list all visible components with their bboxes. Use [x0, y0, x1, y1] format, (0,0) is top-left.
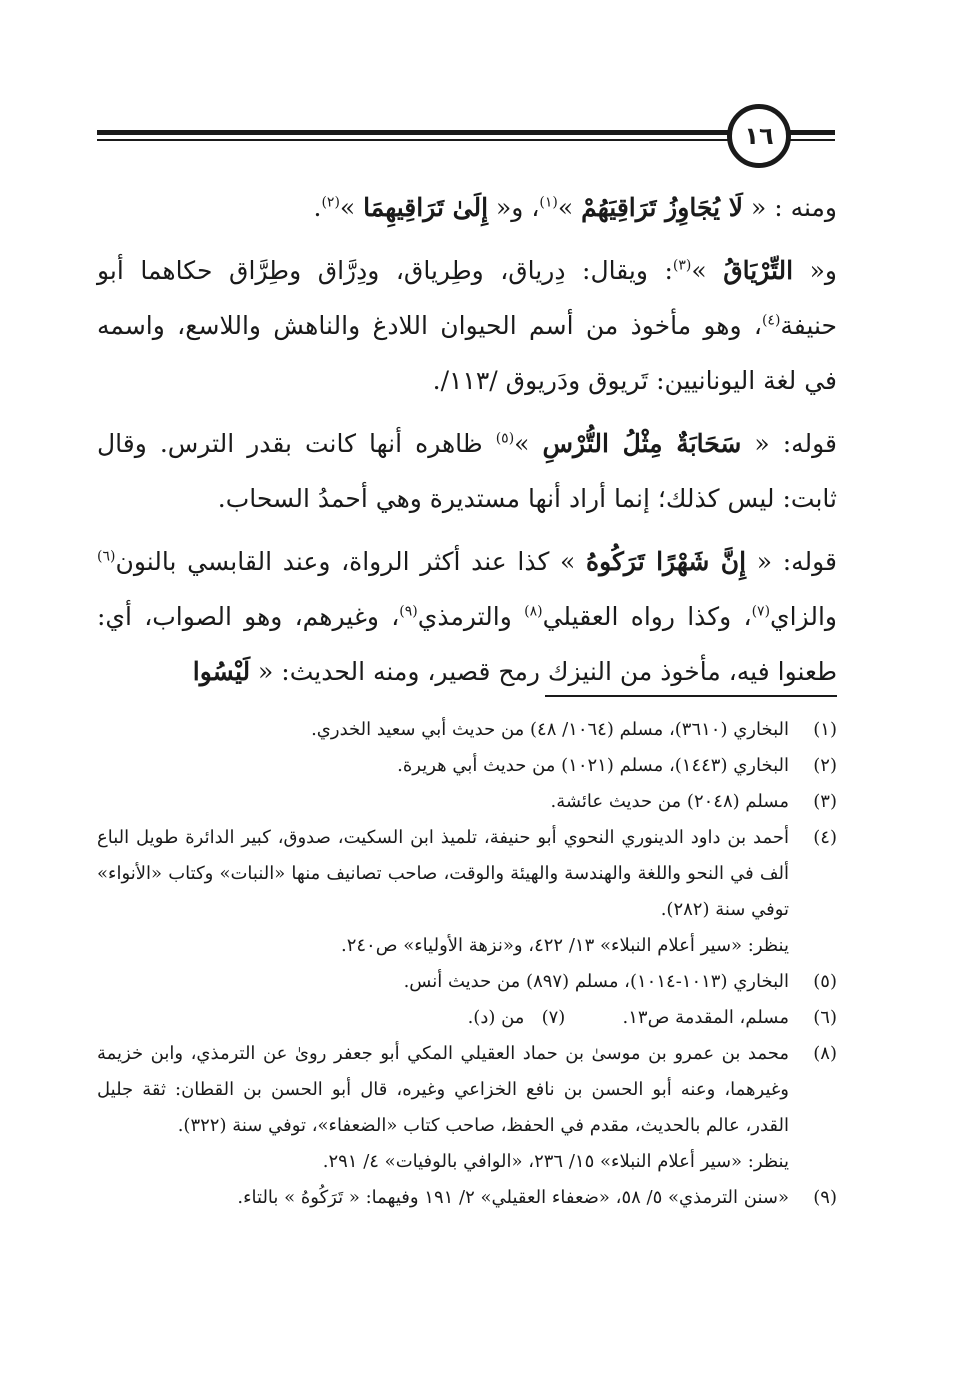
footnote-3 — [97, 784, 837, 820]
footnote-ref: (٣) — [672, 257, 692, 274]
text-run: » — [339, 193, 364, 222]
footnote-number: (٨) — [813, 1043, 837, 1064]
footnote-ref: (٦) — [97, 548, 116, 565]
footnote-5 — [97, 964, 837, 1000]
footnote-number: (٢) — [813, 755, 837, 776]
footnotes — [97, 712, 837, 1216]
hadith-quote: لَا يُجَاوِزُ تَرَاقِيَهُمْ — [581, 193, 744, 222]
footnote-text: البخاري (١٤٤٣)، مسلم (١٠٢١) من حديث أبي هريرة. — [397, 755, 789, 776]
footnote-reference: ينظر: «سير أعلام النبلاء» ١٥/ ٢٣٦، «الوافي بالوفيات» ٤/ ٢٩١. — [322, 1151, 789, 1172]
text-run: . — [313, 193, 322, 222]
hadith-quote: إِنَّ شَهْرًا تَرَكُوهُ — [586, 547, 747, 576]
header-rule — [97, 130, 835, 141]
footnote-text: مسلم (٢٠٤٨) من حديث عائشة. — [550, 791, 789, 812]
footnote-text: «سنن الترمذي» ٥/ ٥٨، «ضعفاء العقيلي» ٢/ ١٩١ وفيهما: « تَرَكُوهُ » بالتاء. — [237, 1187, 789, 1208]
footnote-6 — [97, 1000, 837, 1036]
paragraph-2 — [97, 243, 837, 408]
text-run: قوله: « — [741, 429, 838, 458]
paragraph-3 — [97, 416, 837, 526]
footnote-text: مسلم، المقدمة ص١٣. (٧) من (د). — [467, 1007, 789, 1028]
footnote-separator — [545, 695, 837, 697]
footnote-number: (٣) — [813, 791, 837, 812]
text-run: ، وغيرهم، وهو الصواب، أي: طعنوا فيه، مأخوذ من النيزك رمح قصير، ومنه الحديث: « — [97, 602, 837, 686]
keyword: التِّرْيَاقُ — [723, 256, 794, 285]
text-run: ظاهره أنها كانت بقدر الترس. وقال ثابت: ليس كذلك؛ إنما أراد أنها مستديرة وهي أحمدُ السحاب. — [97, 429, 837, 513]
hadith-quote: لَيْسُوا — [192, 657, 251, 686]
footnote-ref: (٩) — [399, 603, 418, 620]
footnote-text: أحمد بن داود الدينوري النحوي أبو حنيفة، تلميذ ابن السكيت، صدوق، كبير الدائرة طويل الباع ألف في النحو واللغة والهندسة والهيئة والوقت، صاحب تصانيف منها «النبات» وكتاب «الأنواء» توفي سنة (٢٨٢). — [97, 827, 789, 920]
text-run: » — [557, 193, 582, 222]
footnote-2 — [97, 748, 837, 784]
text-run: ومنه : « — [743, 193, 837, 222]
text-run: والترمذي — [417, 602, 525, 631]
footnote-number: (٦) — [813, 1007, 837, 1028]
text-run: » — [514, 429, 543, 458]
hadith-quote: سَحَابَةٌ مِثْلُ التُّرْسِ — [542, 429, 742, 458]
footnote-ref: (٨) — [524, 603, 543, 620]
footnote-9 — [97, 1180, 837, 1216]
footnote-ref: (١) — [539, 194, 558, 211]
page-number: ١٦ — [727, 104, 791, 168]
text-run: ، وكذا رواه العقيلي — [542, 602, 752, 631]
footnote-ref: (٤) — [761, 312, 781, 329]
footnote-reference: ينظر: «سير أعلام النبلاء» ١٣/ ٤٢٢، و«نزهة الأولياء» ص٢٤٠. — [340, 935, 789, 956]
main-text — [97, 180, 837, 707]
paragraph-4 — [97, 534, 837, 699]
footnote-number: (٤) — [813, 827, 837, 848]
footnote-text: البخاري (٣٦١٠)، مسلم (١٠٦٤/ ٤٨) من حديث أبي سعيد الخدري. — [311, 719, 789, 740]
footnote-ref: (٥) — [495, 430, 515, 447]
text-run: و« — [793, 256, 837, 285]
text-run: : ويقال: دِرياق، وطِرياق، ودِرَّاق وطِرَّاق حكاهما أبو حنيفة — [97, 256, 837, 340]
footnote-1 — [97, 712, 837, 748]
hadith-quote: إِلَىٰ تَرَاقِيهِمَا — [363, 193, 489, 222]
footnote-ref: (٢) — [321, 194, 340, 211]
text-run: قوله: « — [746, 547, 838, 576]
text-run: » — [691, 256, 724, 285]
footnote-number: (٩) — [813, 1187, 837, 1208]
footnote-4 — [97, 820, 837, 964]
footnote-8 — [97, 1036, 837, 1180]
text-run: ، وهو مأخوذ من أسم الحيوان اللادغ والناهش واللاسع، واسمه في لغة اليونانيين: تَريوق ودَريوق /١١٣/. — [97, 311, 837, 395]
text-run: ، و« — [488, 193, 540, 222]
text-run: » كذا عند أكثر الرواة، وعند القابسي بالنون — [115, 547, 587, 576]
footnote-number: (٥) — [813, 971, 837, 992]
footnote-number: (١) — [813, 719, 837, 740]
footnote-ref: (٧) — [751, 603, 771, 620]
paragraph-1 — [97, 180, 837, 235]
footnote-text: البخاري (١٠١٣-١٠١٤)، مسلم (٨٩٧) من حديث أنس. — [403, 971, 789, 992]
text-run: والزاي — [770, 602, 837, 631]
footnote-text: محمد بن عمرو بن موسىٰ بن حماد العقيلي المكي أبو جعفر روىٰ عن الترمذي، وابن خزيمة وغيرهما، وعنه أبو الحسن بن نافع الخزاعي وغيره، قال أبو الحسن بن القطان: ثقة جليل القدر، عالم بالحديث، مقدم في الحفظ، صاحب كتاب «الضعفاء»، توفي سنة (٣٢٢). — [97, 1043, 789, 1136]
